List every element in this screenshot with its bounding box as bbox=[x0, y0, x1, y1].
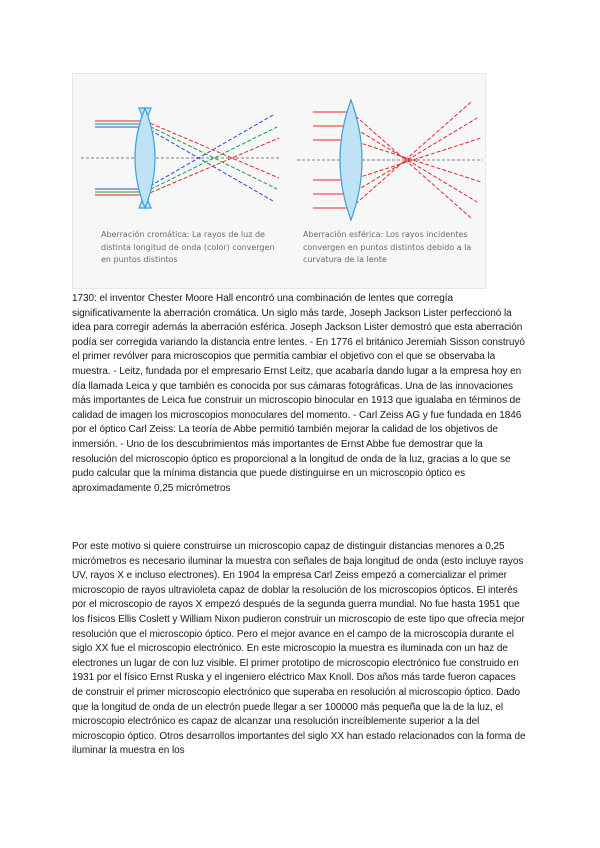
refracted-ray bbox=[351, 126, 477, 202]
refracted-ray-red bbox=[145, 138, 279, 195]
refracted-ray-red bbox=[145, 121, 279, 178]
refracted-ray bbox=[351, 140, 481, 182]
spherical-aberration-diagram bbox=[297, 100, 483, 220]
refracted-ray-green bbox=[145, 124, 277, 189]
paragraph-1: 1730: el inventor Chester Moore Hall encontró una combinación de lentes que corregía significativamente la aberración cromática. Un siglo más tarde, Joseph Jackson Lister perfeccionó la idea para corregir además la aberración esférica. Joseph Jackson Lister demostró que esta aberración podía ser corregida variando la distancia entre lentes. - En 1776 el británico Jeremiah Sisson construyó el primer revólver para microscopios que permitía cambiar el objetivo con el que se observaba la muestra. - Leitz, fundada por el empresario Ernst Leitz, que acabaría dando lugar a la empresa hoy en día llamada Leica y que también es conocida por sus cámaras fotográficas. Una de las innovaciones más importantes de Leica fue construir un microscopio binocular en 1913 que igualaba en términos de calidad de imagen los microscopios monoculares del momento. - Carl Zeiss AG y fue fundada en 1846 por el óptico Carl Zeiss: La teoría de Abbe permitió también mejorar la calidad de los objetivos de inmersión. - Uno de los descubrimientos más importantes de Ernst Abbe fue demostrar que la resolución del microscopio óptico es proporcional a la longitud de onda de la luz, gracias a lo que se pudo calcular que la mínima distancia que puede distinguirse en un microscopio óptico es aproximadamente 0,25 micrómetros bbox=[72, 293, 525, 494]
chromatic-aberration-diagram bbox=[81, 108, 279, 208]
convex-lens-left-body bbox=[135, 108, 155, 208]
refracted-ray bbox=[351, 112, 471, 218]
refracted-ray bbox=[351, 102, 471, 208]
lens-aberration-figure bbox=[72, 73, 486, 289]
spherical-aberration-caption: Aberración esférica: Los rayos incidentes convergen en puntos distintos debido a la curvatura de la lente bbox=[303, 230, 472, 264]
refracted-ray-green bbox=[145, 127, 277, 192]
paragraph-2: Por este motivo si quiere construirse un microscopio capaz de distinguir distancias menores a 0,25 micrómetros es necesario iluminar la muestra con señales de baja longitud de onda (esto incluye rayos UV, rayos X e incluso electrones). En 1904 la empresa Carl Zeiss empezó a comercializar el primer microscopio de rayos ultravioleta capaz de doblar la resolución de los microscopios ópticos. El interés por el microscopio de rayos X empezó después de la segunda guerra mundial. No fue hasta 1951 que los físicos Ellis Coslett y William Nixon pudieron construir un microscopio de este tipo que ofrecía mejor resolución que el microscopio óptico. Pero el mejor avance en el campo de la microscopía durante el siglo XX fue el microscopio electrónico. En este microscopio la muestra es iluminada con un haz de electrones un lugar de con luz visible. El primer prototipo de microscopio electrónico fue construido en 1931 por el físico Ernst Ruska y el ingeniero eléctrico Max Knoll. Dos años más tarde fueron capaces de construir el primer microscopio electrónico que superaba en resolución al microscopio óptico. Dado que la longitud de onda de un electrón puede llegar a ser 100000 más pequeña que la de la luz, el microscopio electrónico es capaz de alcanzar una resolución increíblemente superior a la del microscopio óptico. Otros desarrollos importantes del siglo XX han estado relacionados con la forma de iluminar la muestra en los bbox=[72, 541, 526, 757]
chromatic-aberration-caption: Aberración cromática: La rayos de luz de distinta longitud de onda (color) convergen en puntos distintos bbox=[101, 230, 275, 264]
refracted-ray bbox=[351, 118, 477, 194]
refracted-ray bbox=[351, 138, 481, 180]
convex-lens-right bbox=[340, 100, 362, 220]
